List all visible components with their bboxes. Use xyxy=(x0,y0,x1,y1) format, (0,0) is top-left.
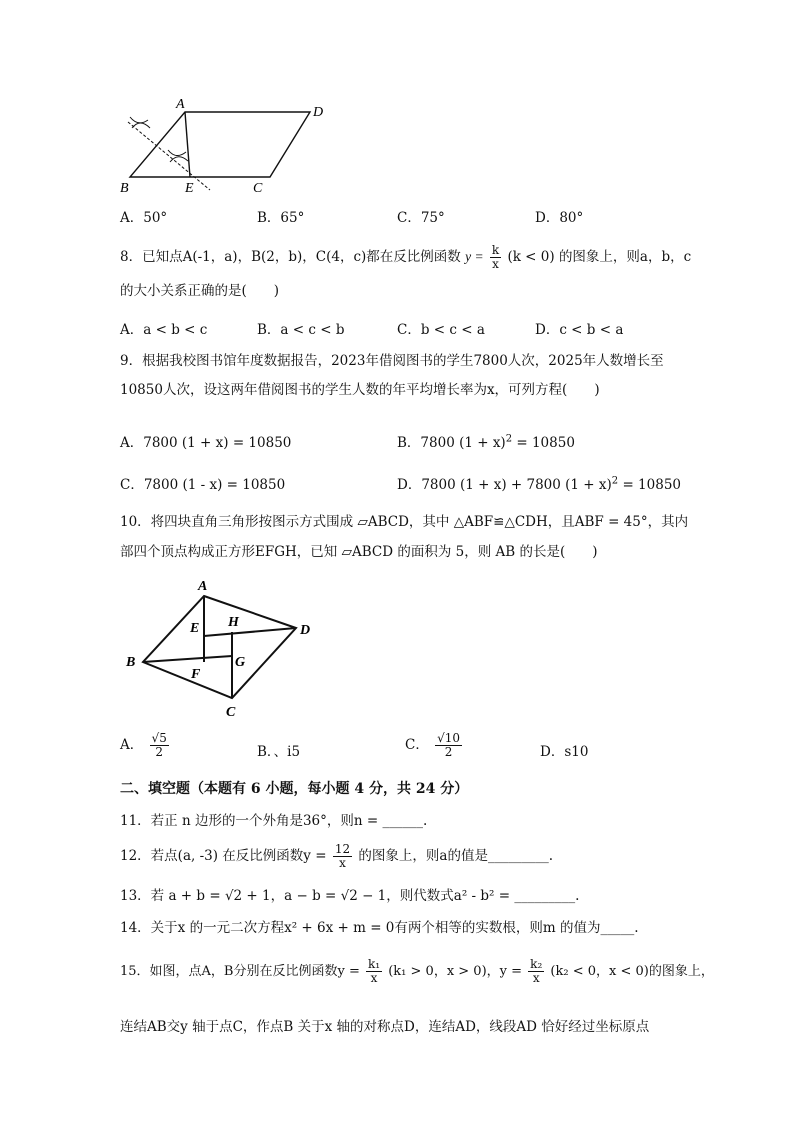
q9-option-b-exp: 2 xyxy=(505,433,513,445)
label-D: D xyxy=(313,105,324,120)
q9-option-b-main: B．7800 (1 + x) xyxy=(397,435,506,451)
q9-option-a[interactable]: A．7800 (1 + x) = 10850 xyxy=(120,435,292,451)
q8-option-c[interactable]: C．b < c < a xyxy=(397,322,485,338)
label-E: E xyxy=(185,181,194,196)
q12-text-b: 的图象上，则a的值是_________. xyxy=(358,848,553,864)
q15-cond1: (k₁ > 0，x > 0)，y = xyxy=(388,964,523,979)
label-F2: F xyxy=(191,667,201,682)
q15-cond2: (k₂ < 0，x < 0)的图象上， xyxy=(550,964,714,979)
q12-frac-num: 12 xyxy=(334,842,351,856)
q10-option-c-num: √10 xyxy=(437,731,461,745)
parallelogram-ABCD-2 xyxy=(143,596,296,698)
q9-option-d[interactable] xyxy=(397,473,681,493)
q15-text-a: 15．如图，点A，B分别在反比例函数y = xyxy=(120,964,360,979)
label-A: A xyxy=(176,97,185,112)
q12-text-a: 12．若点(a, -3) 在反比例函数y = xyxy=(120,848,327,864)
q12-fraction xyxy=(333,843,352,870)
figure-parallelogram-square xyxy=(118,576,328,721)
label-C: C xyxy=(253,181,263,196)
q15-fraction-1 xyxy=(366,958,382,985)
q10-option-a-frac xyxy=(150,732,169,759)
construction-dashed-line xyxy=(128,122,210,190)
q13-stem: 13．若 a + b = √2 + 1，a − b = √2 − 1，则代数式a² - b² = _________. xyxy=(120,888,580,904)
label-D2: D xyxy=(300,623,311,638)
q9-option-d-tail: = 10850 xyxy=(618,477,681,493)
q7-option-d[interactable]: D．80° xyxy=(535,210,584,226)
arc-mark-lower-2 xyxy=(170,157,188,162)
q8-option-b[interactable]: B．a < c < b xyxy=(257,322,345,338)
q10-option-b[interactable]: B．、i5 xyxy=(257,744,301,760)
q15-f2-den: x xyxy=(532,971,540,985)
q9-stem-line2: 10850人次，设这两年借阅图书的学生人数的年平均增长率为x，可列方程( ) xyxy=(120,382,600,398)
q9-stem-line1: 9．根据我校图书馆年度数据报告，2023年借阅图书的学生7800人次，2025年人数增长至 xyxy=(120,353,664,369)
q10-option-d[interactable]: D．s10 xyxy=(540,744,589,760)
q9-option-b[interactable] xyxy=(397,431,575,451)
q10-option-a[interactable] xyxy=(120,732,171,759)
q8-text-a: 8．已知点A(-1，a)，B(2，b)，C(4，c)都在反比例函数 xyxy=(120,249,461,265)
label-G2: G xyxy=(235,655,246,670)
q8-func-lhs: y = xyxy=(465,249,484,264)
q8-fraction xyxy=(490,244,501,271)
q8-text-b: 的图象上，则a，b，c xyxy=(558,249,692,265)
q10-option-c-prefix: C． xyxy=(405,737,429,753)
q8-frac-den: x xyxy=(492,257,499,271)
q7-option-b[interactable]: B．65° xyxy=(257,210,305,226)
section-2-title: 二、填空题（本题有 6 小题，每小题 4 分，共 24 分） xyxy=(120,781,469,797)
figure-parallelogram-construction xyxy=(110,92,350,202)
q10-option-a-prefix: A． xyxy=(120,737,144,753)
q10-stem-line1: 10．将四块直角三角形按图示方式围成 ▱ABCD，其中 △ABF≌△CDH，且ABF = 45°，其内 xyxy=(120,514,689,530)
q15-f2-num: k₂ xyxy=(530,957,543,971)
segment-AE xyxy=(185,112,190,177)
label-E2: E xyxy=(190,621,200,636)
q9-option-c[interactable]: C．7800 (1 - x) = 10850 xyxy=(120,477,286,493)
q8-stem-line2: 的大小关系正确的是( ) xyxy=(120,283,280,299)
q7-option-c[interactable]: C．75° xyxy=(397,210,445,226)
q10-option-c[interactable] xyxy=(405,732,464,759)
q10-option-c-den: 2 xyxy=(444,745,453,759)
q10-option-c-frac xyxy=(435,732,462,759)
q15-stem-line2: 连结AB交y 轴于点C，作点B 关于x 轴的对称点D，连结AD，线段AD 恰好经过坐标原点 xyxy=(120,1019,650,1035)
q9-option-b-tail: = 10850 xyxy=(512,435,575,451)
label-H2: H xyxy=(228,615,239,630)
q8-cond: (k < 0) xyxy=(507,249,555,265)
label-B: B xyxy=(120,181,129,196)
q12-frac-den: x xyxy=(339,856,346,870)
q15-f1-den: x xyxy=(370,971,378,985)
q8-option-a[interactable]: A．a < b < c xyxy=(120,322,208,338)
q10-option-a-num: √5 xyxy=(151,731,167,745)
q9-option-d-main: D．7800 (1 + x) + 7800 (1 + x) xyxy=(397,477,612,493)
q15-f1-num: k₁ xyxy=(368,957,381,971)
q8-frac-num: k xyxy=(491,243,500,257)
arc-mark-upper-2 xyxy=(132,123,150,128)
q11-stem: 11．若正 n 边形的一个外角是36°，则n = ______. xyxy=(120,813,428,829)
q10-stem-line2: 部四个顶点构成正方形EFGH，已知 ▱ABCD 的面积为 5，则 AB 的长是( ) xyxy=(120,544,598,560)
arc-mark-upper xyxy=(130,117,148,123)
label-C2: C xyxy=(226,705,236,720)
arc-mark-lower xyxy=(168,150,186,156)
q7-option-a[interactable]: A．50° xyxy=(120,210,168,226)
q8-option-d[interactable]: D．c < b < a xyxy=(535,322,624,338)
q12-stem xyxy=(120,843,553,870)
segment-ED xyxy=(204,628,296,636)
label-A2: A xyxy=(198,579,208,594)
parallelogram-ABCD xyxy=(130,112,310,177)
q14-stem: 14．关于x 的一元二次方程x² + 6x + m = 0有两个相等的实数根，则m 的值为_____. xyxy=(120,920,639,936)
label-B2: B xyxy=(126,655,136,670)
q15-stem xyxy=(120,958,714,985)
q9-option-d-exp: 2 xyxy=(611,475,619,487)
q10-option-a-den: 2 xyxy=(155,745,163,759)
segment-BG xyxy=(143,656,232,662)
q15-fraction-2 xyxy=(528,958,544,985)
q8-stem xyxy=(120,244,691,271)
